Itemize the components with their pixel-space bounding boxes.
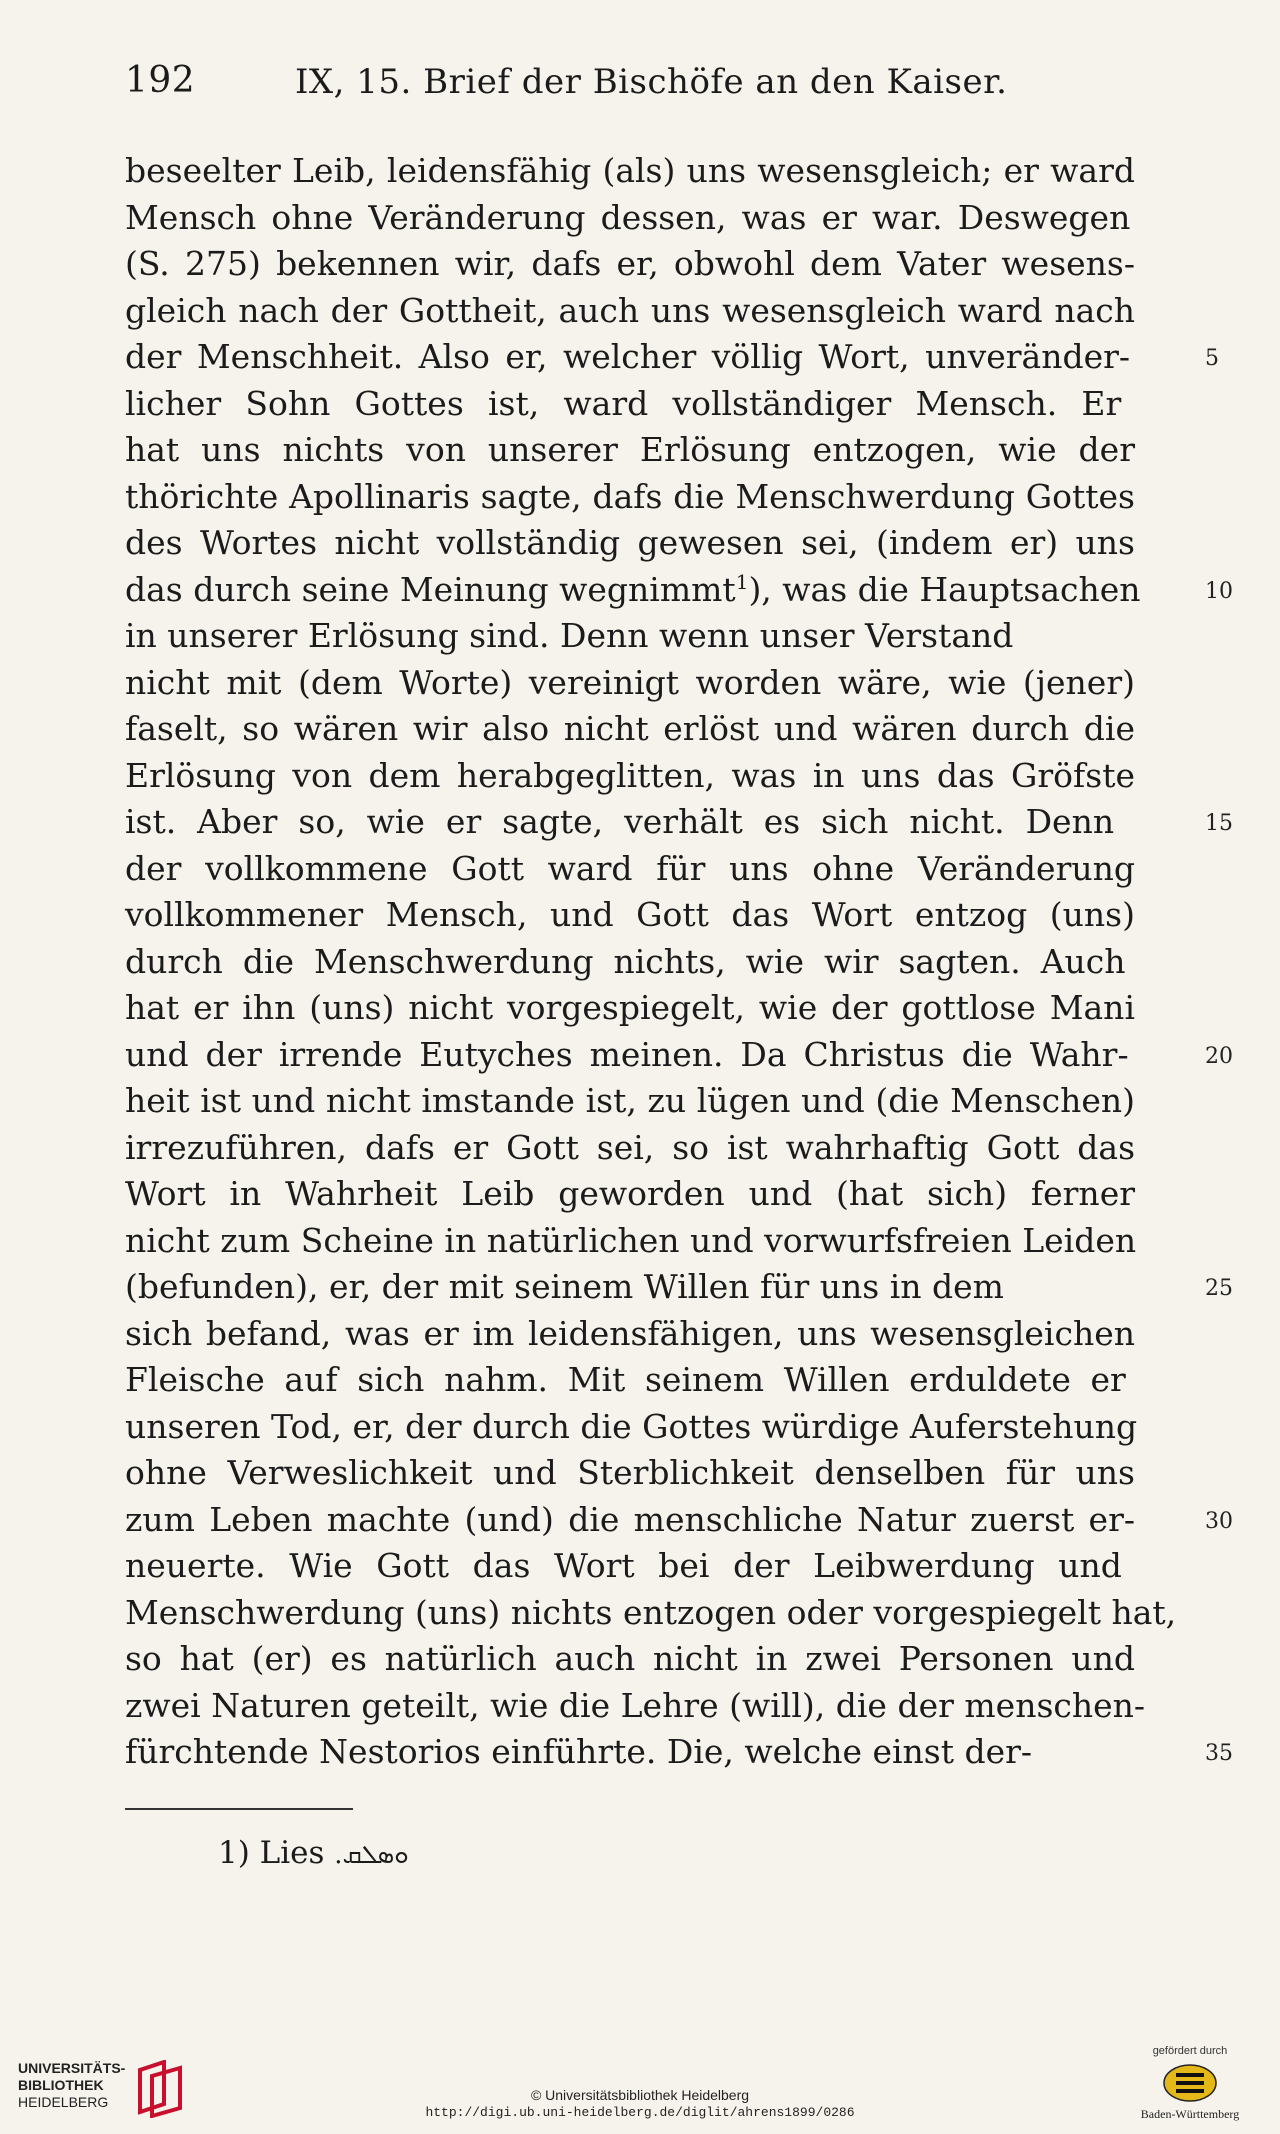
funder-logo xyxy=(1110,2045,1270,2125)
text-line xyxy=(125,799,1233,846)
footnote-reference[interactable]: 1 xyxy=(735,569,749,594)
text-line-content: ohne Verweslichkeit und Sterblichkeit denselben für uns xyxy=(125,1453,1135,1492)
text-line-content: des Wortes nicht vollständig gewesen sei, (indem er) uns xyxy=(125,523,1135,562)
text-line-content: Fleische auf sich nahm. Mit seinem Willen erduldete er xyxy=(125,1360,1126,1399)
line-number: 10 xyxy=(1205,578,1233,604)
text-line-content: Erlösung von dem herabgeglitten, was in uns das Gröfste xyxy=(125,755,1135,795)
funder-label: gefördert durch xyxy=(1152,2045,1228,2057)
text-line xyxy=(125,1078,1190,1125)
text-line-content: fürchtende Nestorios einführte. Die, welche einst der- xyxy=(125,1732,1033,1771)
line-number: 25 xyxy=(1205,1276,1233,1301)
line-number: 20 xyxy=(1205,1043,1233,1069)
text-line xyxy=(125,1683,1190,1730)
text-line xyxy=(125,427,1190,474)
text-line xyxy=(125,1218,1190,1265)
text-line-content: hat uns nichts von unserer Erlösung entzogen, wie der xyxy=(125,430,1135,469)
text-line-content: der Menschheit. Also er, welcher völlig Wort, unveränder- xyxy=(125,337,1131,376)
text-line-content: neuerte. Wie Gott das Wort bei der Leibwerdung und xyxy=(125,1546,1122,1585)
text-line xyxy=(125,985,1190,1032)
text-line-content: und der irrende Eutyches meinen. Da Christus die Wahr- xyxy=(125,1034,1129,1074)
text-line-content: Wort in Wahrheit Leib geworden und (hat sich) ferner xyxy=(125,1174,1135,1213)
text-line xyxy=(125,1543,1190,1590)
text-line-content: Menschwerdung (uns) nichts entzogen oder vorgespiegelt hat, xyxy=(125,1592,1177,1632)
footnote xyxy=(218,1835,409,1871)
text-line xyxy=(125,892,1190,939)
text-line xyxy=(125,195,1190,242)
text-line xyxy=(125,1032,1233,1079)
text-line xyxy=(125,567,1233,614)
line-number: 30 xyxy=(1205,1508,1233,1534)
library-name-line1: UNIVERSITÄTS- xyxy=(18,2060,126,2076)
text-line xyxy=(125,148,1190,195)
text-line xyxy=(125,241,1190,288)
text-line xyxy=(125,846,1190,893)
text-line xyxy=(125,1264,1233,1311)
library-name-line2: BIBLIOTHEK xyxy=(18,2077,104,2093)
text-line xyxy=(125,1357,1190,1404)
text-line xyxy=(125,1450,1190,1497)
text-line-content: hat er ihn (uns) nicht vorgespiegelt, wie der gottlose Mani xyxy=(125,988,1135,1027)
text-line-content: vollkommener Mensch, und Gott das Wort entzog (uns) xyxy=(125,895,1135,934)
text-line-content: das durch seine Meinung wegnimmt xyxy=(125,569,736,609)
footnote-marker: 1) Lies xyxy=(218,1835,325,1871)
text-line-content: beseelter Leib, leidensfähig (als) uns wesensgleich; er ward xyxy=(125,151,1135,190)
text-line xyxy=(125,660,1190,707)
text-line-content: faselt, so wären wir also nicht erlöst und wären durch die xyxy=(125,709,1135,748)
footnote-syriac-word: ܘܣܠܩ. xyxy=(334,1840,409,1870)
text-line xyxy=(125,706,1190,753)
text-line-content: nicht mit (dem Worte) vereinigt worden wäre, wie (jener) xyxy=(125,662,1135,702)
text-line-content: licher Sohn Gottes ist, ward vollständiger Mensch. Er xyxy=(125,383,1122,423)
copyright-notice xyxy=(0,2086,1280,2122)
text-line xyxy=(125,381,1190,428)
text-line-content: zwei Naturen geteilt, wie die Lehre (will), die der menschen- xyxy=(125,1685,1146,1725)
text-line xyxy=(125,1404,1190,1451)
text-line xyxy=(125,939,1190,986)
text-line-content: (S. 275) bekennen wir, dafs er, obwohl dem Vater wesens- xyxy=(125,244,1135,283)
text-line xyxy=(125,753,1190,800)
text-line xyxy=(125,1311,1190,1358)
text-line-content: gleich nach der Gottheit, auch uns wesensgleich ward nach xyxy=(125,290,1135,330)
text-line xyxy=(125,334,1219,381)
text-line-content: durch die Menschwerdung nichts, wie wir sagten. Auch xyxy=(125,941,1126,981)
text-line xyxy=(125,1171,1190,1218)
text-line xyxy=(125,1729,1233,1776)
text-line-content: thörichte Apollinaris sagte, dafs die Menschwerdung Gottes xyxy=(125,476,1135,516)
text-line xyxy=(125,613,1190,660)
text-line-continuation: ), was die Hauptsachen xyxy=(748,569,1141,609)
line-number: 35 xyxy=(1205,1741,1233,1766)
text-line xyxy=(125,1497,1233,1544)
text-line-content: sich befand, was er im leidensfähigen, uns wesensgleichen xyxy=(125,1313,1135,1353)
text-line xyxy=(125,1590,1190,1637)
page-number: 192 xyxy=(125,60,196,101)
footnote-rule xyxy=(125,1808,353,1810)
line-number: 5 xyxy=(1205,346,1219,371)
text-line-content: Mensch ohne Veränderung dessen, was er war. Deswegen xyxy=(125,197,1131,237)
text-line-content: der vollkommene Gott ward für uns ohne Veränderung xyxy=(125,848,1135,888)
text-line-content: zum Leben machte (und) die menschliche Natur zuerst er- xyxy=(125,1499,1135,1539)
coat-of-arms-icon xyxy=(1162,2063,1218,2103)
page-header xyxy=(125,60,1125,110)
text-line xyxy=(125,288,1190,335)
library-name-line3: HEIDELBERG xyxy=(18,2094,109,2110)
text-line-content: ist. Aber so, wie er sagte, verhält es sich nicht. Denn xyxy=(125,802,1115,841)
line-number: 15 xyxy=(1205,811,1233,836)
copyright-text: © Universitätsbibliothek Heidelberg xyxy=(530,2087,750,2103)
running-title: IX, 15. Brief der Bischöfe an den Kaiser. xyxy=(295,62,1008,102)
text-line-content: so hat (er) es natürlich auch nicht in zwei Personen und xyxy=(125,1639,1135,1678)
text-line xyxy=(125,1125,1190,1172)
text-line-content: irrezuführen, dafs er Gott sei, so ist wahrhaftig Gott das xyxy=(125,1127,1135,1167)
text-line xyxy=(125,474,1190,521)
text-line xyxy=(125,520,1190,567)
text-line-content: heit ist und nicht imstande ist, zu lügen und (die Menschen) xyxy=(125,1081,1135,1120)
funder-name: Baden-Württemberg xyxy=(1140,2107,1240,2121)
text-line-content: in unserer Erlösung sind. Denn wenn unser Verstand xyxy=(125,616,1014,655)
text-line-content: (befunden), er, der mit seinem Willen für uns in dem xyxy=(125,1267,1004,1306)
text-line-content: nicht zum Scheine in natürlichen und vorwurfsfreien Leiden xyxy=(125,1220,1137,1260)
text-line-content: unseren Tod, er, der durch die Gottes würdige Auferstehung xyxy=(125,1406,1138,1446)
source-url[interactable]: http://digi.ub.uni-heidelberg.de/diglit/ahrens1899/0286 xyxy=(425,2105,855,2120)
body-text xyxy=(125,148,1233,1776)
text-line xyxy=(125,1636,1190,1683)
